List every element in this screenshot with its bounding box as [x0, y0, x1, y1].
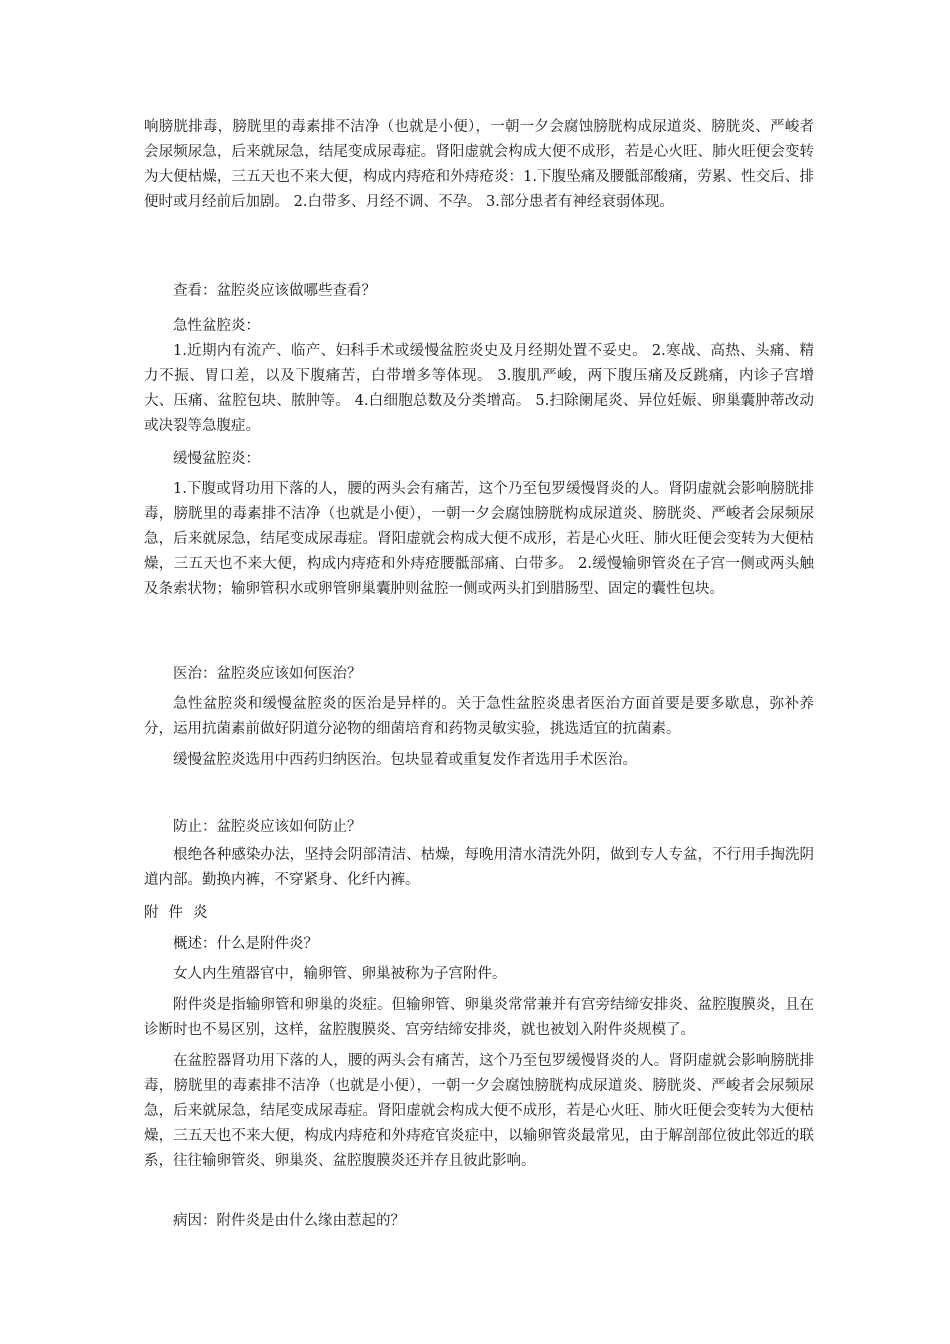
paragraph-overview-1: 女人内生殖器官中，输卵管、卵巢被称为子宫附件。 — [173, 966, 507, 982]
heading-treatment: 医治：盆腔炎应该如何医治？ — [173, 666, 362, 682]
section-title-adnexitis: 附件炎 — [144, 905, 218, 921]
paragraph-intro-continuation: 响膀胱排毒，膀胱里的毒素排不洁净（也就是小便），一朝一夕会腐蚀膀胱构成尿道炎、膀胱炎、严峻者会尿频尿急，后来就尿急，结尾变成尿毒症。肾阳虚就会构成大便不成形，若是心火旺、肺火旺便会变转为大便枯燥，三五天也不来大便，构成内痔疮和外痔疮炎：1.下腹坠痛及腰骶部酸痛，劳累、性交后、排便时或月经前后加剧。 2.白带多、月经不调、不孕。 3.部分患者有神经衰弱体现。 — [144, 119, 814, 210]
paragraph-prevention: 根绝各种感染办法，坚持会阴部清洁、枯燥，每晚用清水清洗外阴，做到专人专盆，不行用手掏洗阴道内部。勤换内裤，不穿紧身、化纤内裤。 — [144, 847, 814, 888]
heading-chronic-pid: 缓慢盆腔炎： — [173, 451, 260, 467]
heading-cause: 病因：附件炎是由什么缘由惹起的？ — [173, 1213, 405, 1229]
paragraph-treatment-1: 急性盆腔炎和缓慢盆腔炎的医治是异样的。关于急性盆腔炎患者医治方面首要是要多歇息，弥补养分，运用抗菌素前做好阴道分泌物的细菌培育和药物灵敏实验，挑选适宜的抗菌素。 — [144, 696, 814, 737]
heading-prevention: 防止：盆腔炎应该如何防止？ — [173, 819, 362, 835]
heading-overview: 概述：什么是附件炎？ — [173, 936, 318, 952]
heading-acute-pid: 急性盆腔炎： — [173, 318, 260, 334]
paragraph-overview-3: 在盆腔器肾功用下落的人，腰的两头会有痛苦，这个乃至包罗缓慢肾炎的人。肾阴虚就会影响膀胱排毒，膀胱里的毒素排不洁净（也就是小便），一朝一夕会腐蚀膀胱构成尿道炎、膀胱炎、严峻者会尿频尿急，后来就尿急，结尾变成尿毒症。肾阳虚就会构成大便不成形，若是心火旺、肺火旺便会变转为大便枯燥，三五天也不来大便，构成内痔疮和外痔疮官炎症中，以输卵管炎最常见，由于解剖部位彼此邻近的联系，往往输卵管炎、卵巢炎、盆腔腹膜炎还并存且彼此影响。 — [144, 1053, 814, 1169]
heading-examination: 查看：盆腔炎应该做哪些查看？ — [173, 283, 376, 299]
paragraph-treatment-2: 缓慢盆腔炎选用中西药归纳医治。包块显着或重复发作者选用手术医治。 — [173, 752, 637, 768]
paragraph-chronic-pid: 1.下腹或肾功用下落的人，腰的两头会有痛苦，这个乃至包罗缓慢肾炎的人。肾阴虚就会影响膀胱排毒，膀胱里的毒素排不洁净（也就是小便），一朝一夕会腐蚀膀胱构成尿道炎、膀胱炎、严峻者会尿频尿急，后来就尿急，结尾变成尿毒症。肾阳虚就会构成大便不成形，若是心火旺、肺火旺便会变转为大便枯燥，三五天也不来大便，构成内痔疮和外痔疮腰骶部痛、白带多。 2.缓慢输卵管炎在子宫一侧或两头触及条索状物；输卵管积水或卵管卵巢囊肿则盆腔一侧或两头扪到腊肠型、固定的囊性包块。 — [144, 481, 814, 597]
paragraph-overview-2: 附件炎是指输卵管和卵巢的炎症。但输卵管、卵巢炎常常兼并有宫旁结缔安排炎、盆腔腹膜炎，且在诊断时也不易区别，这样，盆腔腹膜炎、宫旁结缔安排炎，就也被划入附件炎规模了。 — [144, 997, 814, 1038]
paragraph-acute-pid: 1.近期内有流产、临产、妇科手术或缓慢盆腔炎史及月经期处置不妥史。 2.寒战、高热、头痛、精力不振、胃口差，以及下腹痛苦，白带增多等体现。 3.腹肌严峻，两下腹压痛及反跳痛，内诊子宫增大、压痛、盆腔包块、脓肿等。 4.白细胞总数及分类增高。 5.扫除阑尾炎、异位妊娠、卵巢囊肿蒂改动或决裂等急腹症。 — [144, 343, 814, 434]
